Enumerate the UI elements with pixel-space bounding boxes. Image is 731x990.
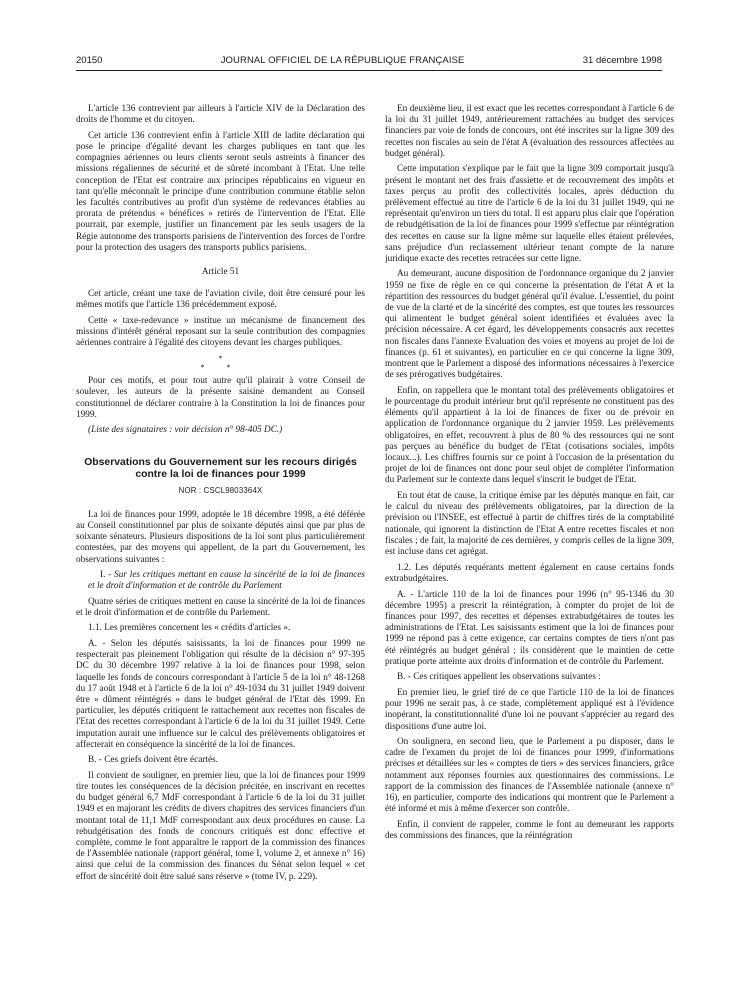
paragraph: En tout état de cause, la critique émise par les députés manque en fait, car le calcul du niveau des prélèvements obligatoires, par la direction de la prévision ou l'INSEE, est effectué à partir de chiffres tirés de la comptabilité nationale, qui ignorent la distinction de l'Etat A entre recettes fiscales et non fiscales ; de fait, la majorité de ces dernières, y compris celles de la ligne 309, est incluse dans cet agrégat.	[385, 490, 674, 557]
page-number: 20150	[76, 54, 103, 66]
paragraph: Au demeurant, aucune disposition de l'ordonnance organique du 2 janvier 1959 ne fixe de règle en ce qui concerne la présentation de l'état A et la répartition des ressources du budget général qu'il évalue. L'essentiel, du point de vue de la clarté et de la sincérité des comptes, est que toutes les ressources qui alimentent le budget général soient identifiées et évaluées avec la précision nécessaire. A cet égard, les développements consacrés aux recettes non fiscales dans l'annexe Evaluation des voies et moyens au projet de loi de finances (p. 61 et suivantes), en particulier en ce qui concerne la ligne 309, montrent que le Parlement a disposé des informations nécessaires à l'exercice de ses prérogatives budgétaires.	[385, 269, 674, 381]
section-title: Observations du Gouvernement sur les recours dirigés contre la loi de finances pour 1999	[84, 456, 357, 481]
paragraph: Pour ces motifs, et pour tout autre qu'il plairait à votre Conseil de soulever, les auteurs de la présente saisine demandent au Conseil constitutionnel de déclarer contraire à la Constitution la loi de finances pour 1999.	[76, 376, 365, 420]
paragraph: 1.1. Les premières concernent les « crédits d'articles ».	[88, 623, 291, 634]
paragraph: En deuxième lieu, il est exact que les recettes correspondant à l'article 6 de la loi du 31 juillet 1949, antérieurement rattachées au budget des services financiers par voie de fonds de concours, ont été inscrites sur la ligne 309 des recettes non fiscales au sein de l'état A (évaluation des ressources affectées au budget général).	[385, 104, 674, 159]
nor-reference: NOR : CSCL9803364X	[178, 485, 263, 495]
paragraph: Enfin, on rappellera que le montant total des prélèvements obligatoires et le pourcentage du produit intérieur brut qu'il représente ne constituent pas des éléments qu'il appartient à la loi de finances de fixer ou de prévoir en application de l'ordonnance organique du 2 janvier 1959. Les prélèvements obligatoires, en effet, recouvrent à plus de 80 % des ressources qui ne sont pas perçues au bénéfice du budget de l'Etat (cotisations sociales, impôts locaux...). Les chiffres fournis sur ce point à l'occasion de la présentation du projet de loi de finances ont donc pour seul objet de compléter l'information du Parlement sur le contexte dans lequel s'inscrit le budget de l'Etat.	[385, 385, 674, 486]
issue-date: 31 décembre 1998	[582, 54, 662, 66]
paragraph: Quatre séries de critiques mettent en cause la sincérité de la loi de finances et le droit d'information et de contrôle du Parlement.	[76, 596, 365, 618]
separator-star: *	[218, 353, 223, 363]
paragraph: Enfin, il convient de rappeler, comme le font au demeurant les rapports des commissions des finances, que la réintégration	[385, 819, 674, 842]
journal-title: JOURNAL OFFICIEL DE LA RÉPUBLIQUE FRANÇAISE	[220, 54, 465, 66]
signatories-note: (Liste des signataires : voir décision n° 98-405 DC.)	[88, 425, 283, 436]
paragraph: L'article 136 contrevient par ailleurs à l'article XIV de la Déclaration des droits de l'homme et du citoyen.	[76, 104, 365, 126]
paragraph: A. - L'article 110 de la loi de finances pour 1996 (n° 95-1346 du 30 décembre 1995) a prescrit la réintégration, à compter du projet de loi de finances pour 1997, des recettes et dépenses extrabudgétaires de toutes les administrations de l'Etat. Les saisissants estiment que la loi de finances pour 1999 ne répond pas à cette exigence, car certains comptes de tiers n'ont pas été réintégrés au budget général ; ils considèrent que le maintien de cette pratique porte atteinte aux droits d'information et de contrôle du Parlement.	[385, 589, 674, 667]
right-column	[385, 104, 674, 984]
paragraph: Il convient de souligner, en premier lieu, que la loi de finances pour 1999 tire toutes les conséquences de la décision précitée, en inscrivant en recettes du budget général 6,7 MdF correspondant à l'article 6 de la loi du 31 juillet 1949 et en majorant les crédits de divers chapitres des services financiers d'un montant total de 11,1 MdF correspondant aux deux procédures en cause. La rebudgétisation des fonds de concours critiqués est donc effective et complète, comme le font apparaître le rapport de la commission des finances de l'Assemblée nationale (rapport général, tome I, volume 2, et annexe n° 16) ainsi que celui de la commission des finances du Sénat selon lequel « cet effort de sincérité doit être salué sans réserve » (tome IV, p. 229).	[76, 770, 365, 882]
article-heading: Article 51	[201, 266, 240, 277]
separator-stars: * *	[200, 362, 241, 372]
subsection-title: Sur les critiques mettant en cause la sincérité de la loi de finances et le droit d'information et de contrôle du Parlement	[88, 570, 365, 592]
paragraph: B. - Ces critiques appellent les observations suivantes :	[397, 672, 601, 683]
paragraph: Cet article, créant une taxe de l'aviation civile, doit être censuré pour les mêmes motifs que l'article 136 précédemment exposé.	[76, 289, 365, 311]
paragraph: 1.2. Les députés requérants mettent également en cause certains fonds extrabudgétaires.	[385, 562, 674, 584]
paragraph: En premier lieu, le grief tiré de ce que l'article 110 de la loi de finances pour 1996 ne serait pas, à ce stade, complètement appliqué est à l'évidence inopérant, la constitutionnalité d'une loi ne pouvant s'apprécier au regard des dispositions d'une autre loi.	[385, 687, 674, 732]
paragraph: B. - Ces griefs doivent être écartés.	[88, 755, 218, 766]
paragraph: Cet article 136 contrevient enfin à l'article XIII de ladite déclaration qui pose le principe d'égalité devant les charges publiques en tant que les compagnies aériennes ou leurs clients seront seuls astreints à financer des missions régaliennes de sécurité et de sûreté incombant à l'Etat. Une telle conception de l'Etat est contraire aux principes républicains en vigueur en tant qu'elle méconnaît le principe d'une contribution commune établie selon les facultés contributives au profit d'un système de redevances établies au prorata de prétendus « bénéfices » retirés de l'intervention de l'Etat. Elle pourrait, par exemple, justifier un financement par les seuls usagers de la Régie autonome des transports parisiens de l'intervention des forces de l'ordre pour la protection des usagers des transports publics parisiens.	[76, 130, 365, 253]
section-separator	[76, 354, 365, 372]
paragraph: Cette « taxe-redevance » institue un mécanisme de financement des missions d'intérêt général reposant sur la seule contribution des compagnies aériennes contraire à l'égalité des citoyens devant les charges publiques.	[76, 315, 365, 349]
page-header	[76, 52, 662, 68]
left-column	[76, 104, 365, 984]
header-rule	[76, 70, 662, 71]
paragraph: A. - Selon les députés saisissants, la loi de finances pour 1999 ne respecterait pas pleinement l'obligation qui résulte de la décision n° 97-395 DC du 30 décembre 1997 relative à la loi de finances pour 1998, selon laquelle les fonds de concours correspondant à l'article 5 de la loi n° 48-1268 du 17 août 1948 et à l'article 6 de la loi n° 49-1034 du 31 juillet 1949 doivent être « dûment réintégrés » dans le budget général de l'Etat dès 1999. En particulier, les députés critiquent le rattachement aux recettes non fiscales de l'Etat des recettes correspondant à l'article 6 de la loi du 31 juillet 1949. Cette imputation aurait une influence sur le calcul des prélèvements obligatoires et affecterait en conséquence la sincérité de la loi de finances.	[76, 638, 365, 750]
paragraph: La loi de finances pour 1999, adoptée le 18 décembre 1998, a été déférée au Conseil constitutionnel par plus de soixante députés ainsi que par plus de soixante sénateurs. Plusieurs dispositions de la loi sont plus particulièrement contestées, par des moyens qui appellent, de la part du Gouvernement, les observations suivantes :	[76, 509, 365, 565]
subsection-heading	[76, 570, 365, 592]
paragraph: On soulignera, en second lieu, que le Parlement a pu disposer, dans le cadre de l'examen du projet de loi de finances pour 1999, d'informations précises et détaillées sur les « comptes de tiers » des services financiers, grâce notamment aux réponses fournies aux questionnaires des commissions. Le rapport de la commission des finances de l'Assemblée nationale (annexe n° 16), en particulier, comporte des indications qui montrent que le Parlement a été informé et mis à même d'exercer son contrôle.	[385, 737, 674, 815]
subsection-number: I. -	[100, 570, 112, 581]
paragraph: Cette imputation s'explique par le fait que la ligne 309 comportait jusqu'à présent le montant net des frais d'assiette et de recouvrement des impôts et taxes perçus au profit des collectivités locales, après déduction du prélèvement effectué au titre de l'article 6 de la loi du 31 juillet 1949, qui ne représentait qu'environ un tiers du total. Il est apparu plus clair que l'opération de rebudgétisation de la loi de finances pour 1999 s'effectue par réintégration des recettes en cause sur la ligne même sur laquelle elles étaient prélevées, sans préjudice d'un reclassement ultérieur tenant compte de la nature juridique exacte des recettes retracées sur cette ligne.	[385, 164, 674, 264]
